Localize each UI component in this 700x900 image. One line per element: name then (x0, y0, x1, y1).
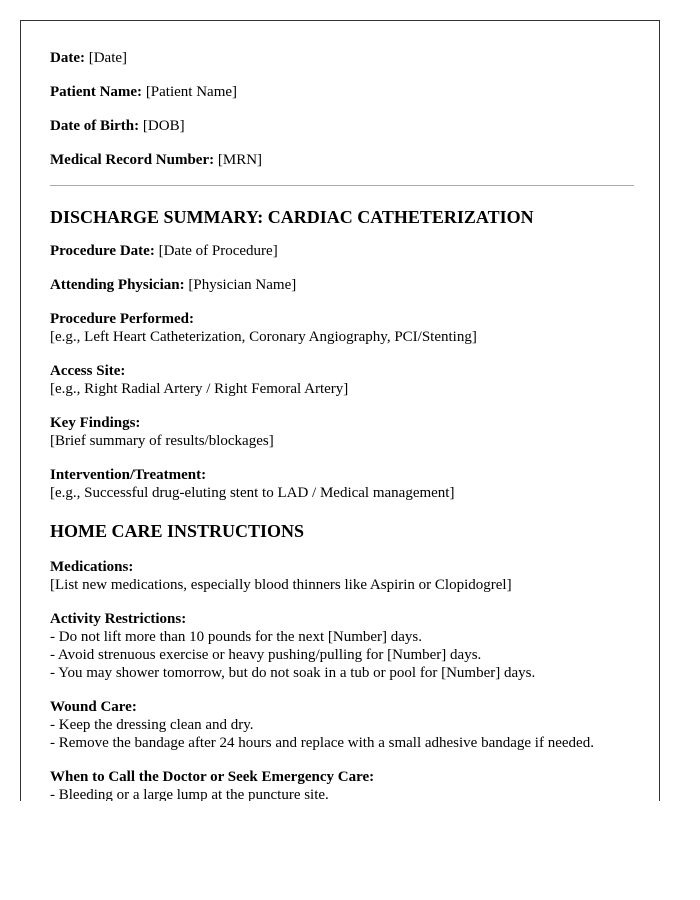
mrn-label: Medical Record Number: (50, 152, 215, 168)
date-label: Date: (50, 50, 85, 66)
list-item: - Avoid strenuous exercise or heavy pushing/pulling for [Number] days. (50, 647, 482, 663)
section-divider (50, 185, 634, 186)
dob-value: [DOB] (142, 118, 185, 134)
procedure-performed-block (50, 310, 635, 346)
dob-label: Date of Birth: (50, 118, 140, 134)
document-page (20, 20, 660, 801)
physician-value: [Physician Name] (188, 277, 297, 293)
medications-label: Medications: (50, 559, 134, 575)
procedure-date-label: Procedure Date: (50, 243, 155, 259)
dob-row (50, 117, 635, 135)
activity-label: Activity Restrictions: (50, 611, 187, 627)
medications-block (50, 558, 635, 594)
procedure-performed-value: [e.g., Left Heart Catheterization, Coronary Angiography, PCI/Stenting] (50, 329, 477, 345)
mrn-value: [MRN] (217, 152, 263, 168)
procedure-performed-label: Procedure Performed: (50, 311, 194, 327)
home-care-title: HOME CARE INSTRUCTIONS (50, 521, 305, 541)
key-findings-label: Key Findings: (50, 415, 141, 431)
list-item: - Bleeding or a large lump at the puncture site. (50, 787, 329, 801)
emergency-block (50, 768, 635, 801)
activity-block (50, 610, 635, 682)
list-item: - You may shower tomorrow, but do not soak in a tub or pool for [Number] days. (50, 665, 536, 681)
date-row (50, 49, 635, 67)
list-item: - Keep the dressing clean and dry. (50, 717, 254, 733)
procedure-date-value: [Date of Procedure] (158, 243, 278, 259)
access-site-block (50, 362, 635, 398)
physician-row (50, 276, 635, 294)
document-content (50, 49, 635, 801)
emergency-label: When to Call the Doctor or Seek Emergency Care: (50, 769, 375, 785)
list-item: - Remove the bandage after 24 hours and replace with a small adhesive bandage if needed. (50, 735, 594, 751)
wound-care-block (50, 698, 635, 752)
date-value: [Date] (88, 50, 128, 66)
intervention-block (50, 466, 635, 502)
key-findings-block (50, 414, 635, 450)
wound-care-label: Wound Care: (50, 699, 137, 715)
mrn-row (50, 151, 635, 169)
access-site-label: Access Site: (50, 363, 126, 379)
intervention-label: Intervention/Treatment: (50, 467, 207, 483)
access-site-value: [e.g., Right Radial Artery / Right Femoral Artery] (50, 381, 349, 397)
list-item: - Do not lift more than 10 pounds for the next [Number] days. (50, 629, 423, 645)
medications-value: [List new medications, especially blood thinners like Aspirin or Clopidogrel] (50, 577, 512, 593)
key-findings-value: [Brief summary of results/blockages] (50, 433, 274, 449)
physician-label: Attending Physician: (50, 277, 185, 293)
patient-name-row (50, 83, 635, 101)
intervention-value: [e.g., Successful drug-eluting stent to LAD / Medical management] (50, 485, 455, 501)
procedure-date-row (50, 242, 635, 260)
summary-title: DISCHARGE SUMMARY: CARDIAC CATHETERIZATION (50, 207, 534, 227)
patient-name-value: [Patient Name] (145, 84, 238, 100)
patient-name-label: Patient Name: (50, 84, 143, 100)
